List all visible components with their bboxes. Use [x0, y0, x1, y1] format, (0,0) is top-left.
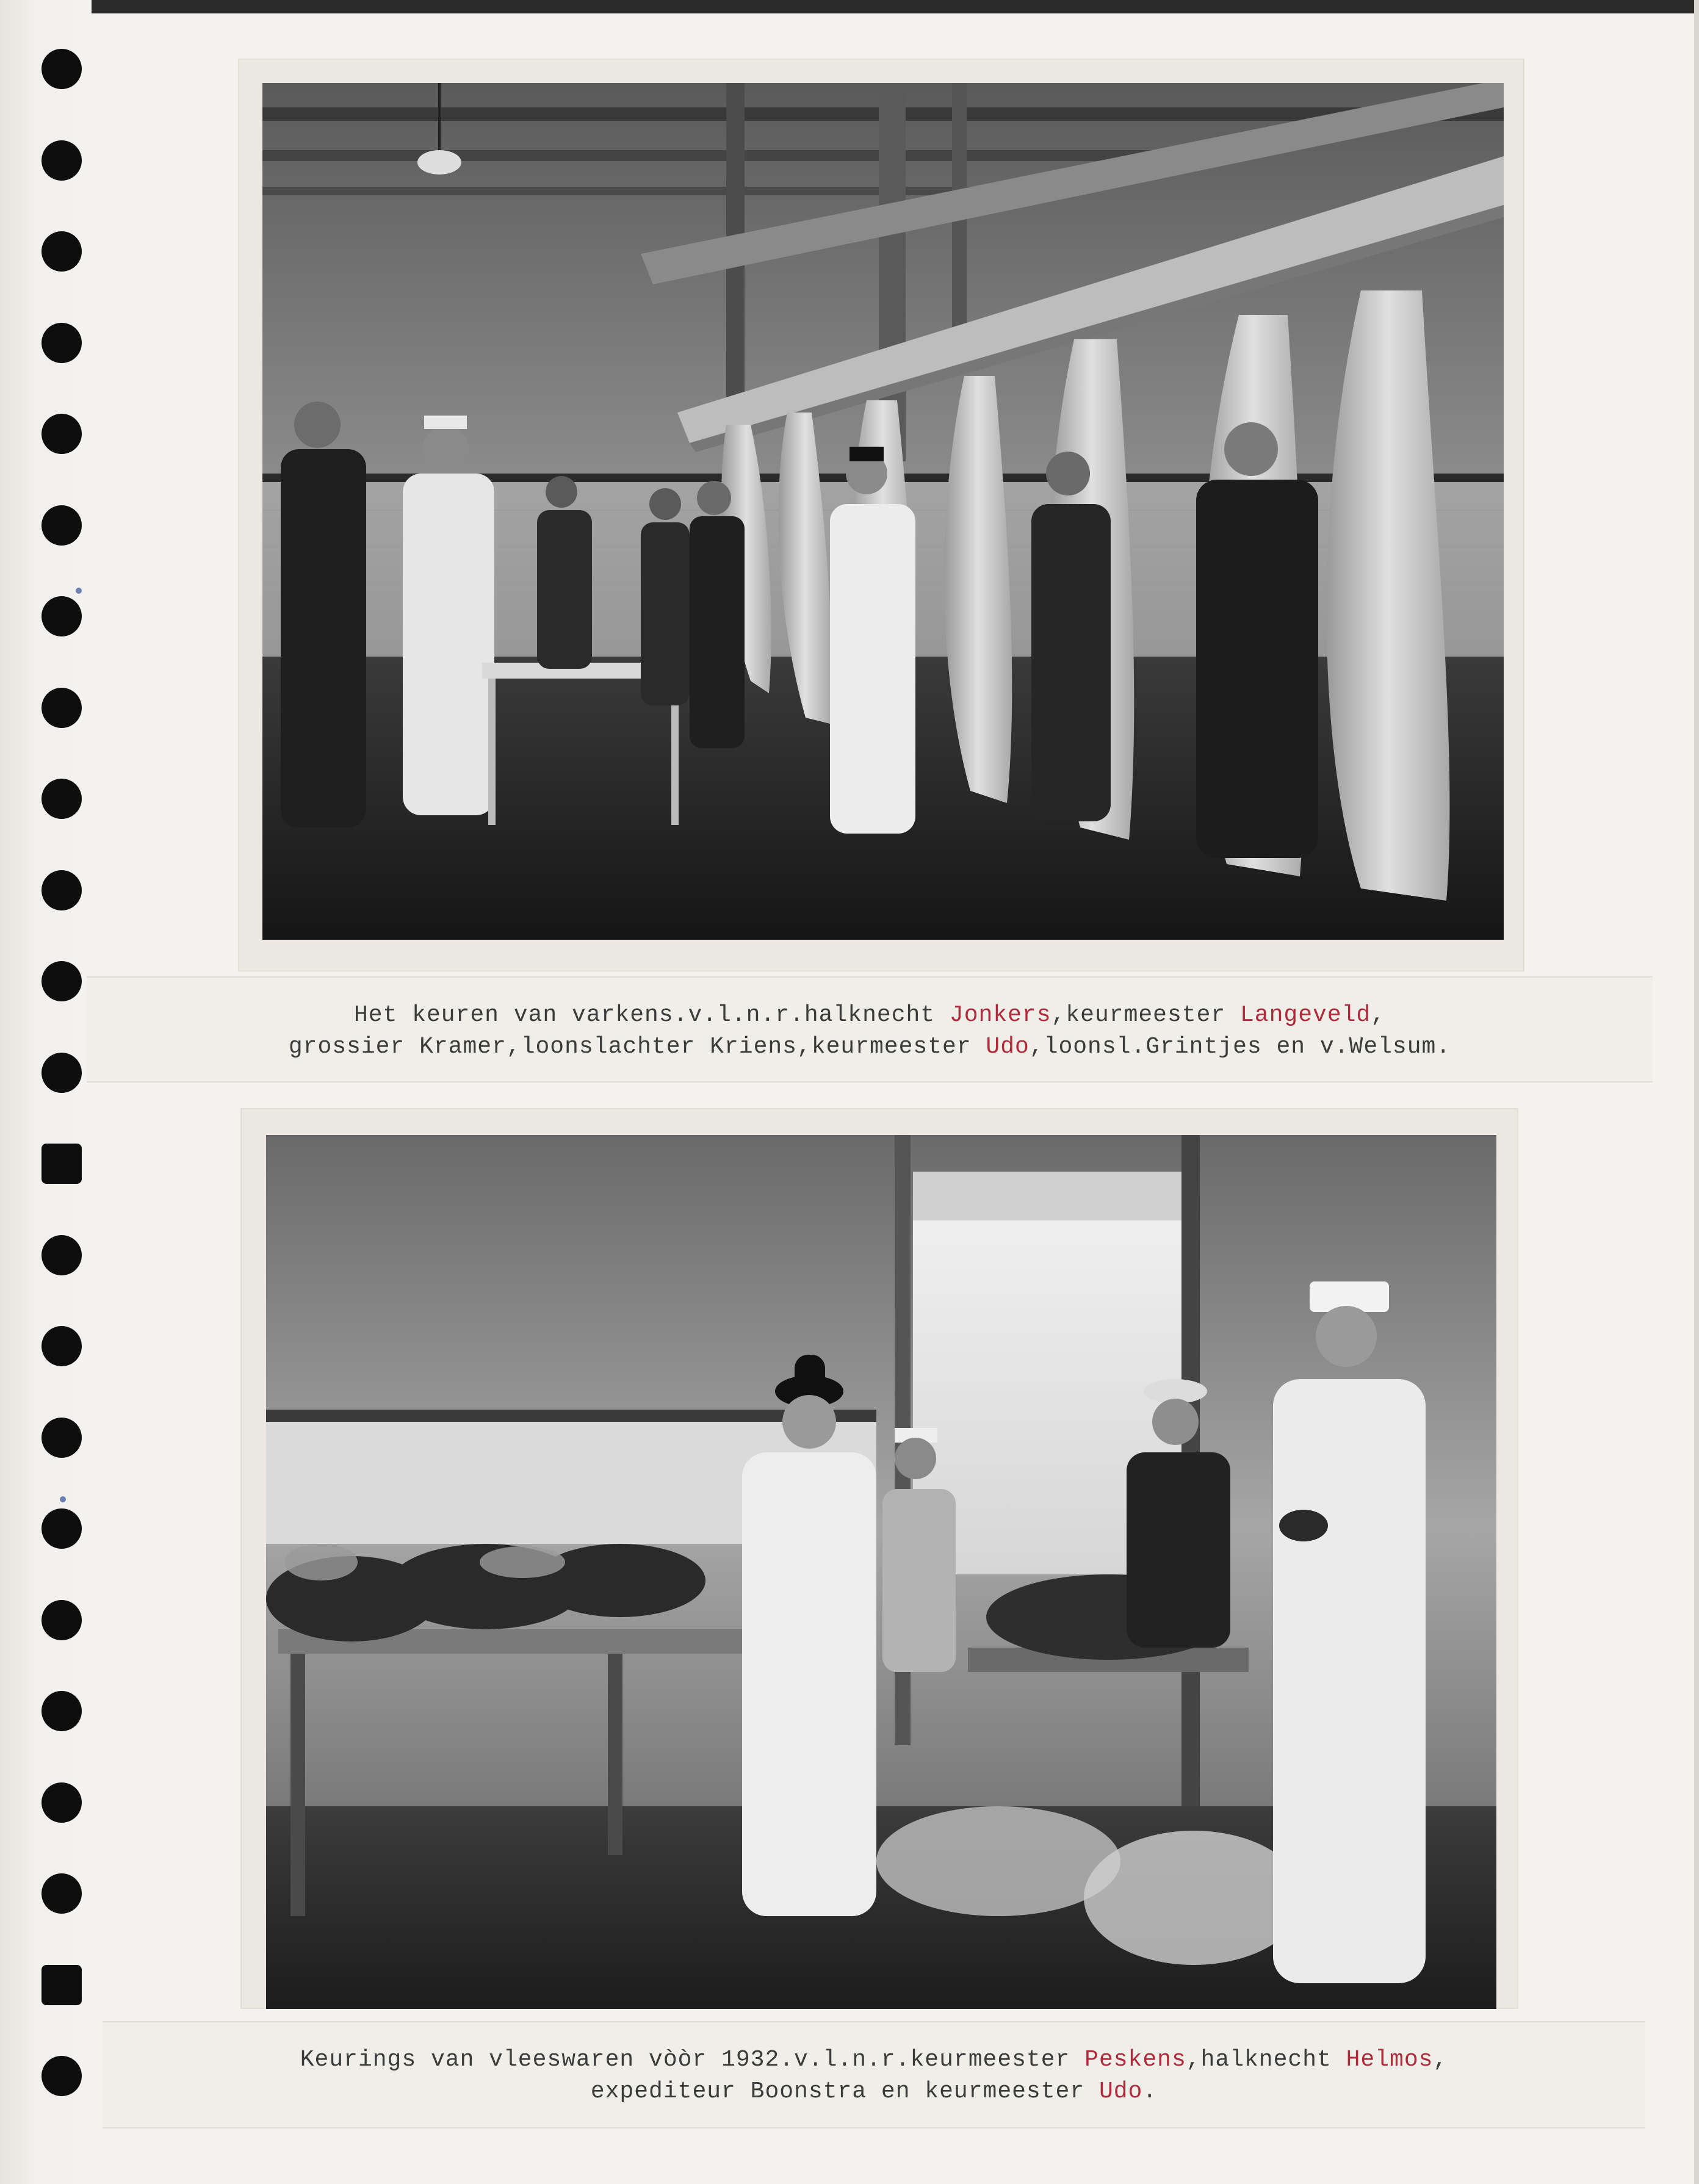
- caption-text: .: [1142, 2078, 1158, 2105]
- binder-hole: [41, 414, 82, 454]
- binder-spine: [0, 0, 92, 2184]
- binder-hole: [41, 688, 82, 728]
- caption-text: ,halknecht: [1186, 2047, 1346, 2073]
- caption-text: ,: [1433, 2047, 1448, 2073]
- bottom-caption-line-1: [103, 2047, 1645, 2073]
- binder-hole: [41, 140, 82, 181]
- binder-hole: [41, 596, 82, 636]
- binder-hole: [41, 1144, 82, 1184]
- top-caption-line-1: [87, 1002, 1653, 1028]
- caption-text: ,loonsl.Grintjes en v.Welsum.: [1029, 1034, 1451, 1060]
- ink-dot: [76, 588, 82, 594]
- bottom-caption-line-2: [103, 2078, 1645, 2105]
- binder-hole: [41, 1691, 82, 1731]
- binder-hole: [41, 505, 82, 546]
- meat-products-inspection-image: [266, 1135, 1496, 2009]
- binder-hole: [41, 1053, 82, 1093]
- top-photo-slaughterhouse: [262, 83, 1504, 940]
- binder-hole: [41, 323, 82, 363]
- bottom-caption-strip: [103, 2021, 1645, 2128]
- caption-name-highlight: Helmos: [1346, 2047, 1434, 2073]
- caption-name-highlight: Jonkers: [949, 1002, 1052, 1028]
- binder-hole: [41, 870, 82, 910]
- caption-name-highlight: Udo: [986, 1034, 1030, 1060]
- binder-hole: [41, 1965, 82, 2005]
- caption-text: grossier Kramer,loonslachter Kriens,keurmeester: [288, 1034, 986, 1060]
- ink-dot: [60, 1496, 66, 1502]
- pig-carcass-inspection-image: [262, 83, 1504, 940]
- binder-hole: [41, 231, 82, 272]
- binder-hole: [41, 1508, 82, 1549]
- caption-text: ,: [1371, 1002, 1386, 1028]
- binder-hole: [41, 2056, 82, 2096]
- caption-name-highlight: Langeveld: [1240, 1002, 1371, 1028]
- binder-hole: [41, 1418, 82, 1458]
- caption-text: ,keurmeester: [1051, 1002, 1240, 1028]
- caption-name-highlight: Udo: [1098, 2078, 1143, 2105]
- binder-hole: [41, 779, 82, 819]
- caption-text: expediteur Boonstra en keurmeester: [590, 2078, 1099, 2105]
- top-caption-strip: [87, 976, 1653, 1083]
- binder-hole: [41, 49, 82, 89]
- binder-hole: [41, 1326, 82, 1366]
- binder-hole: [41, 1782, 82, 1823]
- binder-hole: [41, 1235, 82, 1275]
- caption-text: Het keuren van varkens.v.l.n.r.halknecht: [353, 1002, 950, 1028]
- binder-hole: [41, 1873, 82, 1914]
- binder-hole: [41, 961, 82, 1001]
- caption-text: Keurings van vleeswaren vòòr 1932.v.l.n.r.keurmeester: [300, 2047, 1085, 2073]
- caption-name-highlight: Peskens: [1084, 2047, 1186, 2073]
- binder-hole: [41, 1600, 82, 1640]
- top-caption-line-2: [87, 1034, 1653, 1060]
- bottom-photo-meat-inspection: [266, 1135, 1496, 2009]
